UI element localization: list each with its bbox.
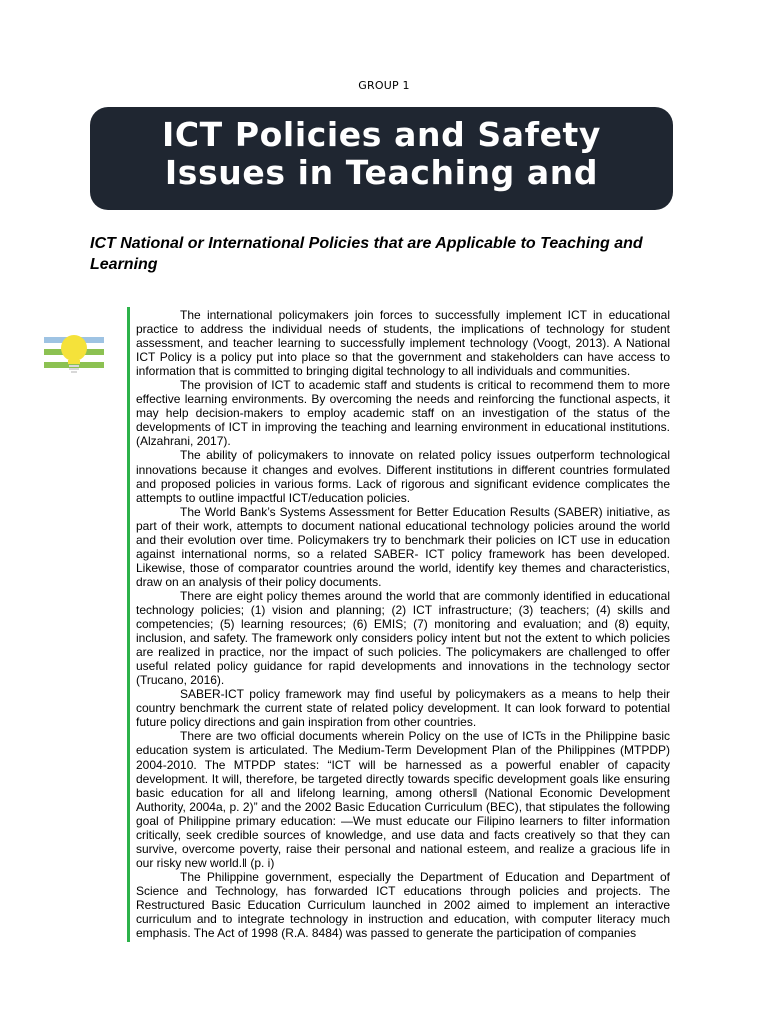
paragraph: The Philippine government, especially the Department of Education and Department of Science and Technology, has forwarded ICT educations through policies and projects. The Restructured Basic Education Curriculum launched in 2002 aimed to implement an interactive curriculum and to integrate technology in instruction and education, with computer literacy much emphasis. The Act of 1998 (R.A. 8484) was passed to generate the participation of companies xyxy=(136,869,670,941)
paragraph: The ability of policymakers to innovate on related policy issues outperform technological innovations because it changes and evolves. Different institutions in different countries formulated and proposed policies in various forms. Lack of rigorous and significant evidence complicates the attempts to outline impactful ICT/education policies. xyxy=(136,448,670,505)
group-label: GROUP 1 xyxy=(358,79,410,92)
section-heading: ICT National or International Policies that are Applicable to Teaching and Learning xyxy=(90,235,643,273)
bulb-neck xyxy=(68,360,80,364)
paragraph: There are two official documents wherein Policy on the use of ICTs in the Philippine basic education system is articulated. The Medium-Term Development Plan of the Philippines (MTPDP) 2004-2010. The MTPDP states: “ICT will be harnessed as a powerful enabler of capacity development. It will, therefore, be targeted directly towards specific development goals like ensuring basic education for all and lifelong learning, among others‖ (National Economic Development Authority, 2004a, p. 2)” and the 2002 Basic Education Curriculum (BEC), that stipulates the following goal of Philippine primary education: ―We must educate our Filipino learners to filter information critically, seek credible sources of knowledge, and use data and facts creatively so that they can survive, overcome poverty, raise their personal and national esteem, and realize a gracious life in our risky new world.‖ (p. i) xyxy=(136,729,670,870)
title-banner xyxy=(90,107,673,210)
title-line-2: Issues in Teaching and xyxy=(164,153,599,192)
document-title xyxy=(90,107,673,192)
bulb-glass xyxy=(61,335,87,361)
paragraph: There are eight policy themes around the world that are commonly identified in educational technology policies; (1) vision and planning; (2) ICT infrastructure; (3) teachers; (4) skills and competencies; (5) learning resources; (6) EMIS; (7) monitoring and evaluation; and (8) equity, inclusion, and safety. The framework only considers policy intent but not the extent to which policies are realized in practice, nor the impact of such policies. The policymakers are challenged to offer useful related policy guidance for rapid developments and innovations in the technology sector (Trucano, 2016). xyxy=(136,588,670,688)
lightbulb-icon xyxy=(42,330,106,378)
bulb-base-3 xyxy=(71,371,77,373)
paragraph: The international policymakers join forces to successfully implement ICT in educational practice to address the individual needs of students, the implications of technology for student assessment, and teacher learning to successfully implement technology (Voogt, 2013). A National ICT Policy is a policy put into place so that the government and stakeholders can have access to information that is committed to bringing digital technology to all individuals and communities. xyxy=(136,308,670,379)
paragraph: The World Bank’s Systems Assessment for Better Education Results (SABER) initiative, as part of their work, attempts to document national educational technology policies around the world and their evolution over time. Policymakers try to benchmark their policies on ICT use in education against international norms, so a related SABER- ICT policy framework has been developed. Likewise, those of comparator countries around the world, identify key themes and characteristics, draw on an analysis of their policy documents. xyxy=(136,504,670,589)
bulb-base-2 xyxy=(69,368,79,370)
accent-bar xyxy=(127,307,130,942)
title-line-1: ICT Policies and Safety xyxy=(161,115,602,154)
bulb-base-1 xyxy=(69,365,79,367)
paragraph: The provision of ICT to academic staff and students is critical to recommend them to more effective learning environments. By overcoming the needs and reinforcing the functional aspects, it may help decision-makers to employ academic staff on an investigation of the status of the developments of ICT in improving the teaching and learning environment in educational institutions. (Alzahrani, 2017). xyxy=(136,378,670,449)
body-text xyxy=(136,308,670,940)
paragraph: SABER-ICT policy framework may find useful by policymakers as a means to help their country benchmark the current state of related policy development. It can look forward to potential future policy directions and gain inspiration from other countries. xyxy=(136,687,670,730)
